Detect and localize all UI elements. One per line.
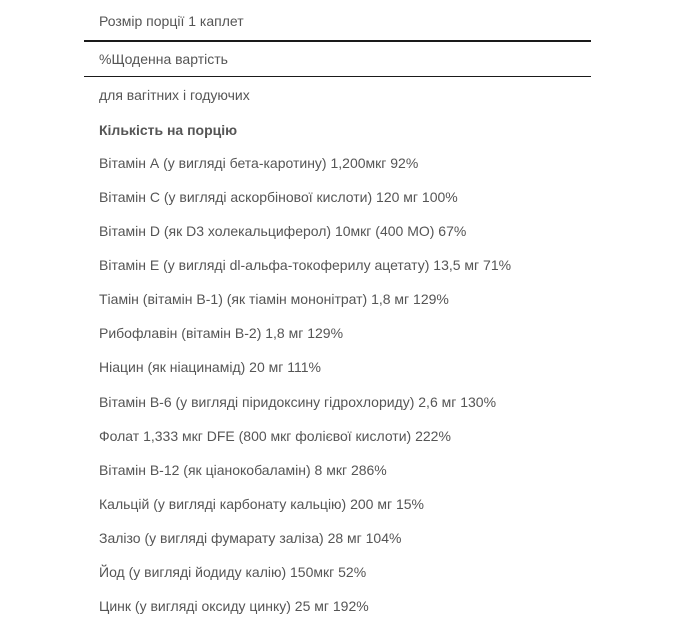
audience-label: для вагітних і годуючих xyxy=(99,87,250,103)
nutrient-row: Кальцій (у вигляді карбонату кальцію) 200 мг 15% xyxy=(99,496,425,512)
amount-per-serving-label: Кількість на порцію xyxy=(99,122,238,138)
nutrient-row: Вітамін В-6 (у вигляді піридоксину гідрохлориду) 2,6 мг 130% xyxy=(99,394,497,410)
nutrient-row: Тіамін (вітамін В-1) (як тіамін мононітрат) 1,8 мг 129% xyxy=(99,291,449,307)
nutrient-row: Цинк (у вигляді оксиду цинку) 25 мг 192% xyxy=(99,598,369,614)
daily-value-header: %Щоденна вартість xyxy=(99,51,228,67)
top-divider xyxy=(84,40,591,42)
nutrient-row: Вітамін D (як D3 холекальциферол) 10мкг (400 МО) 67% xyxy=(99,223,467,239)
nutrient-row: Фолат 1,333 мкг DFE (800 мкг фолієвої кислоти) 222% xyxy=(99,428,451,444)
nutrient-row: Вітамін Е (у вигляді dl-альфа-токоферилу ацетату) 13,5 мг 71% xyxy=(99,257,512,273)
serving-size: Розмір порції 1 каплет xyxy=(99,13,244,29)
nutrient-row: Ніацин (як ніацинамід) 20 мг 111% xyxy=(99,359,321,375)
nutrient-row: Йод (у вигляді йодиду калію) 150мкг 52% xyxy=(99,564,367,580)
header-divider xyxy=(84,76,591,77)
nutrient-row: Рибофлавін (вітамін В-2) 1,8 мг 129% xyxy=(99,325,344,341)
nutrient-row: Вітамін А (у вигляді бета-каротину) 1,200мкг 92% xyxy=(99,155,419,171)
nutrient-row: Вітамін С (у вигляді аскорбінової кислоти) 120 мг 100% xyxy=(99,189,458,205)
nutrient-row: Вітамін В-12 (як ціанокобаламін) 8 мкг 286% xyxy=(99,462,387,478)
nutrient-row: Залізо (у вигляді фумарату заліза) 28 мг 104% xyxy=(99,530,402,546)
